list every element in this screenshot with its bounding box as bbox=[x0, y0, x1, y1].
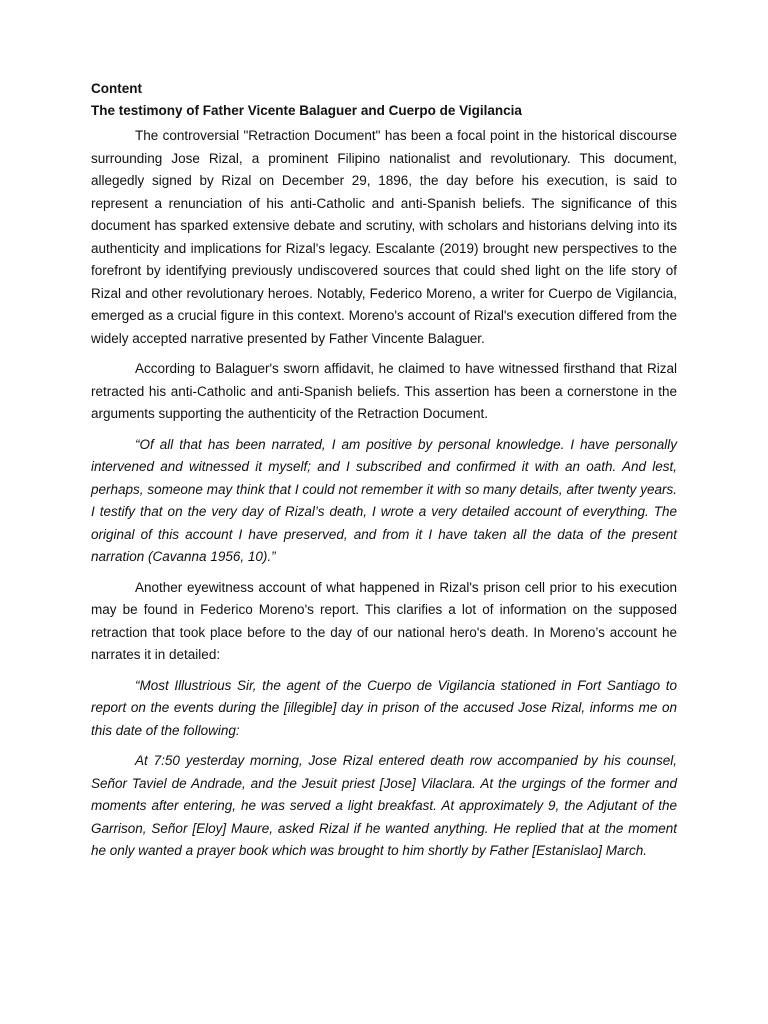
document-title: The testimony of Father Vicente Balaguer and Cuerpo de Vigilancia bbox=[91, 103, 522, 118]
quote-moreno-opening: “Most Illustrious Sir, the agent of the Cuerpo de Vigilancia stationed in Fort Santiago to report on the events during the [illegible] day in prison of the accused Jose Rizal, informs me on this date of the following: bbox=[91, 677, 677, 738]
paragraph-balaguer-affidavit: According to Balaguer's sworn affidavit, he claimed to have witnessed firsthand that Rizal retracted his anti-Catholic and anti-Spanish beliefs. This assertion has been a cornerstone in the arguments supporting the authenticity of the Retraction Document. bbox=[91, 361, 677, 421]
paragraph-moreno-account: Another eyewitness account of what happened in Rizal's prison cell prior to his execution may be found in Federico Moreno's report. This clarifies a lot of information on the supposed retraction that took place before to the day of our national hero's death. In Moreno’s account he narrates it in detailed: bbox=[91, 579, 677, 662]
quote-balaguer: “Of all that has been narrated, I am positive by personal knowledge. I have personally intervened and witnessed it myself; and I subscribed and confirmed it with an oath. And lest, perhaps, someone may think that I could not remember it with so many details, after twenty years. I testify that on the very day of Rizal’s death, I wrote a very detailed account of everything. The original of this account I have preserved, and from it I have taken all the data of the present narration (Cavanna 1956, 10).” bbox=[91, 436, 677, 564]
paragraph-retraction-intro: The controversial "Retraction Document" has been a focal point in the historical discourse surrounding Jose Rizal, a prominent Filipino nationalist and revolutionary. This document, allegedly signed by Rizal on December 29, 1896, the day before his execution, is said to represent a renunciation of his anti-Catholic and anti-Spanish beliefs. The significance of this document has sparked extensive debate and scrutiny, with scholars and historians delving into its authenticity and implications for Rizal's legacy. Escalante (2019) brought new perspectives to the forefront by identifying previously undiscovered sources that could shed light on the life story of Rizal and other revolutionary heroes. Notably, Federico Moreno, a writer for Cuerpo de Vigilancia, emerged as a crucial figure in this context. Moreno's account of Rizal's execution differed from the widely accepted narrative presented by Father Vincente Balaguer. bbox=[91, 128, 677, 346]
document-page bbox=[91, 78, 677, 863]
section-label: Content bbox=[91, 81, 142, 96]
quote-moreno-narration: At 7:50 yesterday morning, Jose Rizal entered death row accompanied by his counsel, Señor Taviel de Andrade, and the Jesuit priest [Jose] Vilaclara. At the urgings of the former and moments after entering, he was served a light breakfast. At approximately 9, the Adjutant of the Garrison, Señor [Eloy] Maure, asked Rizal if he wanted anything. He replied that at the moment he only wanted a prayer book which was brought to him shortly by Father [Estanislao] March. bbox=[91, 753, 677, 858]
